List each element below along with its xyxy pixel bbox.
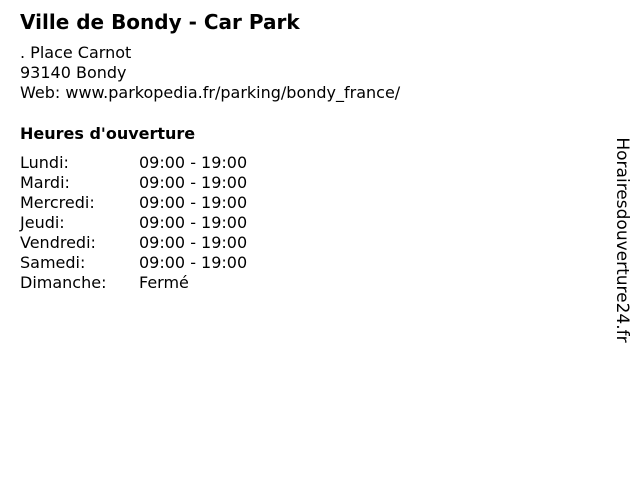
day-hours: 09:00 - 19:00: [139, 153, 248, 172]
address-street: . Place Carnot: [20, 43, 132, 62]
hours-row-thursday: [20, 213, 280, 233]
day-hours: 09:00 - 19:00: [139, 253, 248, 272]
address-web: Web: www.parkopedia.fr/parking/bondy_france/: [20, 83, 401, 102]
day-hours: 09:00 - 19:00: [139, 233, 248, 252]
day-label: Lundi:: [20, 153, 69, 172]
day-hours: 09:00 - 19:00: [139, 193, 248, 212]
day-hours: 09:00 - 19:00: [139, 173, 248, 192]
day-label: Mercredi:: [20, 193, 95, 212]
site-watermark: Horairesdouverture24.fr: [612, 137, 632, 343]
day-hours: Fermé: [139, 273, 189, 292]
hours-row-saturday: [20, 253, 280, 273]
address-city: 93140 Bondy: [20, 63, 127, 82]
hours-row-tuesday: [20, 173, 280, 193]
day-label: Jeudi:: [20, 213, 65, 232]
hours-heading: Heures d'ouverture: [20, 124, 196, 143]
day-hours: 09:00 - 19:00: [139, 213, 248, 232]
hours-row-wednesday: [20, 193, 280, 213]
page-title: Ville de Bondy - Car Park: [20, 10, 300, 34]
day-label: Dimanche:: [20, 273, 107, 292]
day-label: Samedi:: [20, 253, 86, 272]
hours-row-sunday: [20, 273, 280, 293]
day-label: Mardi:: [20, 173, 70, 192]
hours-row-friday: [20, 233, 280, 253]
day-label: Vendredi:: [20, 233, 96, 252]
address-block: [20, 43, 400, 103]
hours-row-monday: [20, 153, 280, 173]
hours-table: [20, 153, 280, 293]
